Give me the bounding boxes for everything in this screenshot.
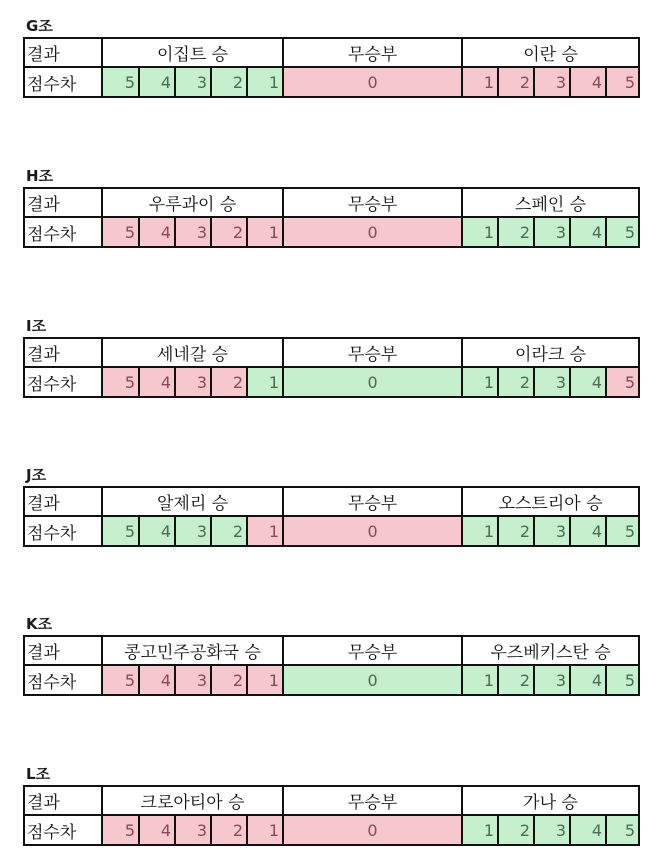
team-a-score-cell: 1 (247, 367, 283, 397)
score-diff-row (24, 367, 639, 397)
team-a-score-cell: 3 (175, 815, 211, 845)
team-b-win-header: 이라크 승 (462, 338, 639, 367)
result-row (24, 636, 639, 665)
team-b-score-cell: 1 (462, 516, 498, 546)
team-a-score-cell: 4 (139, 516, 175, 546)
group-title: L조 (26, 765, 51, 783)
draw-score-cell: 0 (283, 665, 462, 695)
team-b-score-cell: 3 (534, 516, 570, 546)
team-a-score-cell: 3 (175, 367, 211, 397)
draw-header: 무승부 (283, 338, 462, 367)
team-a-score-cell: 5 (102, 815, 139, 845)
draw-score-cell: 0 (283, 815, 462, 845)
team-b-score-cell: 2 (498, 516, 534, 546)
team-a-score-cell: 1 (247, 815, 283, 845)
result-table (23, 635, 640, 696)
draw-header: 무승부 (283, 636, 462, 665)
team-b-win-header: 가나 승 (462, 786, 639, 815)
result-table (23, 337, 640, 398)
team-b-score-cell: 5 (606, 67, 639, 97)
team-b-score-cell: 1 (462, 217, 498, 247)
team-b-score-cell: 4 (570, 815, 606, 845)
team-b-score-cell: 3 (534, 815, 570, 845)
team-b-score-cell: 2 (498, 217, 534, 247)
team-b-score-cell: 1 (462, 367, 498, 397)
team-a-score-cell: 4 (139, 217, 175, 247)
team-b-score-cell: 5 (606, 665, 639, 695)
team-b-score-cell: 2 (498, 665, 534, 695)
score-diff-label: 점수차 (24, 67, 102, 97)
team-b-score-cell: 3 (534, 665, 570, 695)
result-row (24, 338, 639, 367)
team-a-score-cell: 4 (139, 67, 175, 97)
score-diff-row (24, 516, 639, 546)
draw-score-cell: 0 (283, 67, 462, 97)
team-a-score-cell: 2 (211, 217, 247, 247)
group-title: K조 (26, 615, 53, 633)
team-b-score-cell: 3 (534, 67, 570, 97)
draw-header: 무승부 (283, 487, 462, 516)
team-a-score-cell: 1 (247, 67, 283, 97)
team-a-score-cell: 2 (211, 367, 247, 397)
team-a-score-cell: 2 (211, 67, 247, 97)
team-b-score-cell: 1 (462, 665, 498, 695)
team-a-score-cell: 3 (175, 665, 211, 695)
team-a-score-cell: 4 (139, 815, 175, 845)
team-a-score-cell: 5 (102, 367, 139, 397)
team-a-score-cell: 3 (175, 516, 211, 546)
team-b-score-cell: 4 (570, 67, 606, 97)
team-a-score-cell: 2 (211, 815, 247, 845)
draw-score-cell: 0 (283, 516, 462, 546)
team-a-score-cell: 3 (175, 67, 211, 97)
result-table (23, 187, 640, 248)
team-b-score-cell: 4 (570, 217, 606, 247)
draw-score-cell: 0 (283, 367, 462, 397)
team-b-win-header: 우즈베키스탄 승 (462, 636, 639, 665)
team-b-score-cell: 5 (606, 516, 639, 546)
team-a-win-header: 알제리 승 (102, 487, 283, 516)
score-diff-label: 점수차 (24, 367, 102, 397)
score-diff-label: 점수차 (24, 516, 102, 546)
draw-header: 무승부 (283, 786, 462, 815)
score-diff-row (24, 665, 639, 695)
team-a-win-header: 이집트 승 (102, 38, 283, 67)
team-a-win-header: 세네갈 승 (102, 338, 283, 367)
result-label: 결과 (24, 338, 102, 367)
team-a-score-cell: 1 (247, 665, 283, 695)
team-a-score-cell: 2 (211, 516, 247, 546)
team-b-score-cell: 3 (534, 367, 570, 397)
result-row (24, 38, 639, 67)
team-a-score-cell: 1 (247, 516, 283, 546)
team-a-win-header: 우루과이 승 (102, 188, 283, 217)
draw-header: 무승부 (283, 188, 462, 217)
team-b-score-cell: 1 (462, 67, 498, 97)
score-diff-label: 점수차 (24, 665, 102, 695)
team-b-win-header: 이란 승 (462, 38, 639, 67)
team-b-score-cell: 2 (498, 67, 534, 97)
group-title: I조 (26, 317, 47, 335)
score-diff-label: 점수차 (24, 815, 102, 845)
team-b-score-cell: 5 (606, 217, 639, 247)
result-table (23, 37, 640, 98)
score-diff-label: 점수차 (24, 217, 102, 247)
team-b-win-header: 스페인 승 (462, 188, 639, 217)
team-b-score-cell: 4 (570, 516, 606, 546)
team-a-win-header: 콩고민주공화국 승 (102, 636, 283, 665)
team-b-score-cell: 4 (570, 665, 606, 695)
team-b-score-cell: 3 (534, 217, 570, 247)
team-b-win-header: 오스트리아 승 (462, 487, 639, 516)
result-table (23, 785, 640, 846)
result-row (24, 786, 639, 815)
team-b-score-cell: 5 (606, 367, 639, 397)
team-a-score-cell: 5 (102, 665, 139, 695)
team-b-score-cell: 2 (498, 815, 534, 845)
score-diff-row (24, 217, 639, 247)
result-label: 결과 (24, 38, 102, 67)
team-a-score-cell: 4 (139, 367, 175, 397)
group-title: J조 (26, 466, 47, 484)
team-a-score-cell: 5 (102, 217, 139, 247)
draw-score-cell: 0 (283, 217, 462, 247)
team-a-win-header: 크로아티아 승 (102, 786, 283, 815)
team-b-score-cell: 4 (570, 367, 606, 397)
result-row (24, 188, 639, 217)
team-a-score-cell: 4 (139, 665, 175, 695)
team-a-score-cell: 2 (211, 665, 247, 695)
team-b-score-cell: 5 (606, 815, 639, 845)
group-title: G조 (26, 17, 53, 35)
result-table (23, 486, 640, 547)
result-label: 결과 (24, 636, 102, 665)
team-a-score-cell: 1 (247, 217, 283, 247)
result-row (24, 487, 639, 516)
group-title: H조 (26, 167, 54, 185)
team-a-score-cell: 5 (102, 67, 139, 97)
team-b-score-cell: 2 (498, 367, 534, 397)
team-a-score-cell: 3 (175, 217, 211, 247)
result-label: 결과 (24, 487, 102, 516)
team-a-score-cell: 5 (102, 516, 139, 546)
draw-header: 무승부 (283, 38, 462, 67)
team-b-score-cell: 1 (462, 815, 498, 845)
result-label: 결과 (24, 188, 102, 217)
result-label: 결과 (24, 786, 102, 815)
score-diff-row (24, 815, 639, 845)
score-diff-row (24, 67, 639, 97)
